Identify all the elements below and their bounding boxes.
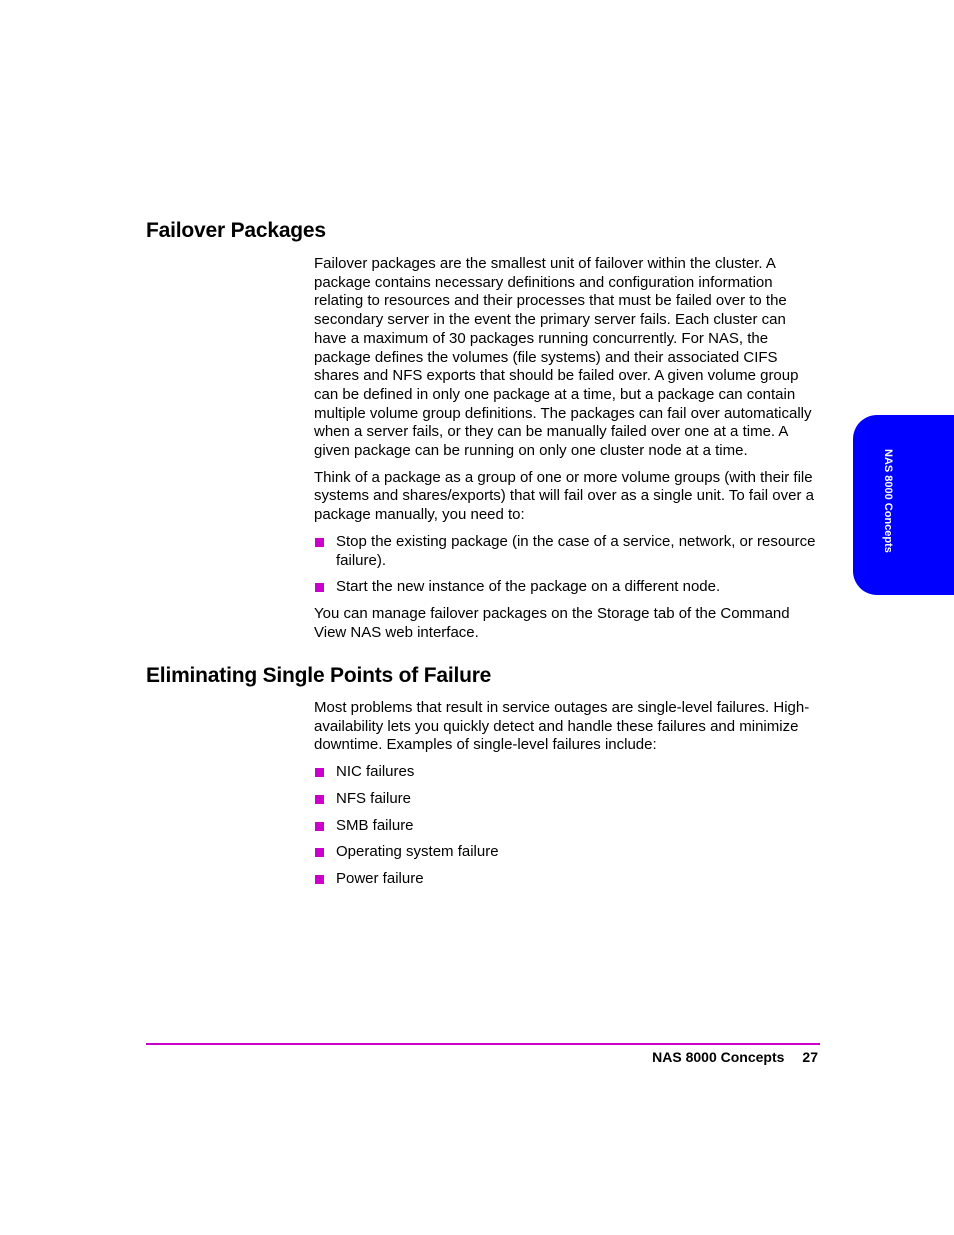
section-heading-failover-packages: Failover Packages (146, 219, 326, 242)
page-footer (146, 1049, 818, 1065)
square-bullet-icon (315, 768, 324, 777)
footer-divider (146, 1043, 820, 1045)
square-bullet-icon (315, 875, 324, 884)
list-item-text: Operating system failure (336, 843, 499, 861)
list-item-text: Power failure (336, 869, 424, 887)
list-item-text: NIC failures (336, 763, 415, 781)
square-bullet-icon (315, 848, 324, 857)
bullet-list (314, 763, 820, 889)
section-eliminating-spof-body (314, 699, 820, 897)
paragraph: Most problems that result in service outages are single-level failures. High-availability lets you quickly detect and handle these failures and minimize downtime. Examples of single-level failures include: (314, 699, 810, 754)
page-number: 27 (802, 1049, 818, 1065)
list-item (314, 843, 820, 862)
list-item (314, 763, 820, 782)
list-item (314, 817, 820, 836)
square-bullet-icon (315, 795, 324, 804)
square-bullet-icon (315, 538, 324, 547)
list-item-text: NFS failure (336, 789, 412, 807)
list-item (314, 578, 820, 597)
list-item-text: Stop the existing package (in the case of a service, network, or resource failure). (336, 532, 816, 569)
list-item (314, 533, 820, 570)
square-bullet-icon (315, 583, 324, 592)
chapter-side-tab (853, 415, 954, 595)
chapter-side-tab-label: NAS 8000 Concepts (882, 449, 894, 553)
list-item (314, 870, 820, 889)
section-heading-eliminating-spof: Eliminating Single Points of Failure (146, 664, 492, 687)
list-item-text: Start the new instance of the package on a different node. (336, 578, 721, 596)
bullet-list (314, 533, 820, 597)
paragraph: Think of a package as a group of one or more volume groups (with their file systems and shares/exports) that will fail over as a single unit. To fail over a package manually, you need to: (314, 468, 814, 524)
square-bullet-icon (315, 822, 324, 831)
list-item-text: SMB failure (336, 816, 414, 834)
section-failover-packages-body (314, 255, 820, 650)
paragraph: Failover packages are the smallest unit of failover within the cluster. A package contains necessary definitions and configuration information relating to resources and their processes that must be failed over to the secondary server in the event the primary server fails. Each cluster can have a maximum of 30 packages running concurrently. For NAS, the package defines the volumes (file systems) and their associated CIFS shares and NFS exports that should be failed over. A given volume group can be defined in only one package at a time, but a package can contain multiple volume group definitions. The packages can fail over automatically when a server fails, or they can be manually failed over one at a time. A given package can be running on only one cluster node at a time. (314, 255, 812, 460)
footer-chapter-title: NAS 8000 Concepts (652, 1049, 785, 1065)
list-item (314, 790, 820, 809)
paragraph: You can manage failover packages on the Storage tab of the Command View NAS web interface. (314, 604, 790, 641)
